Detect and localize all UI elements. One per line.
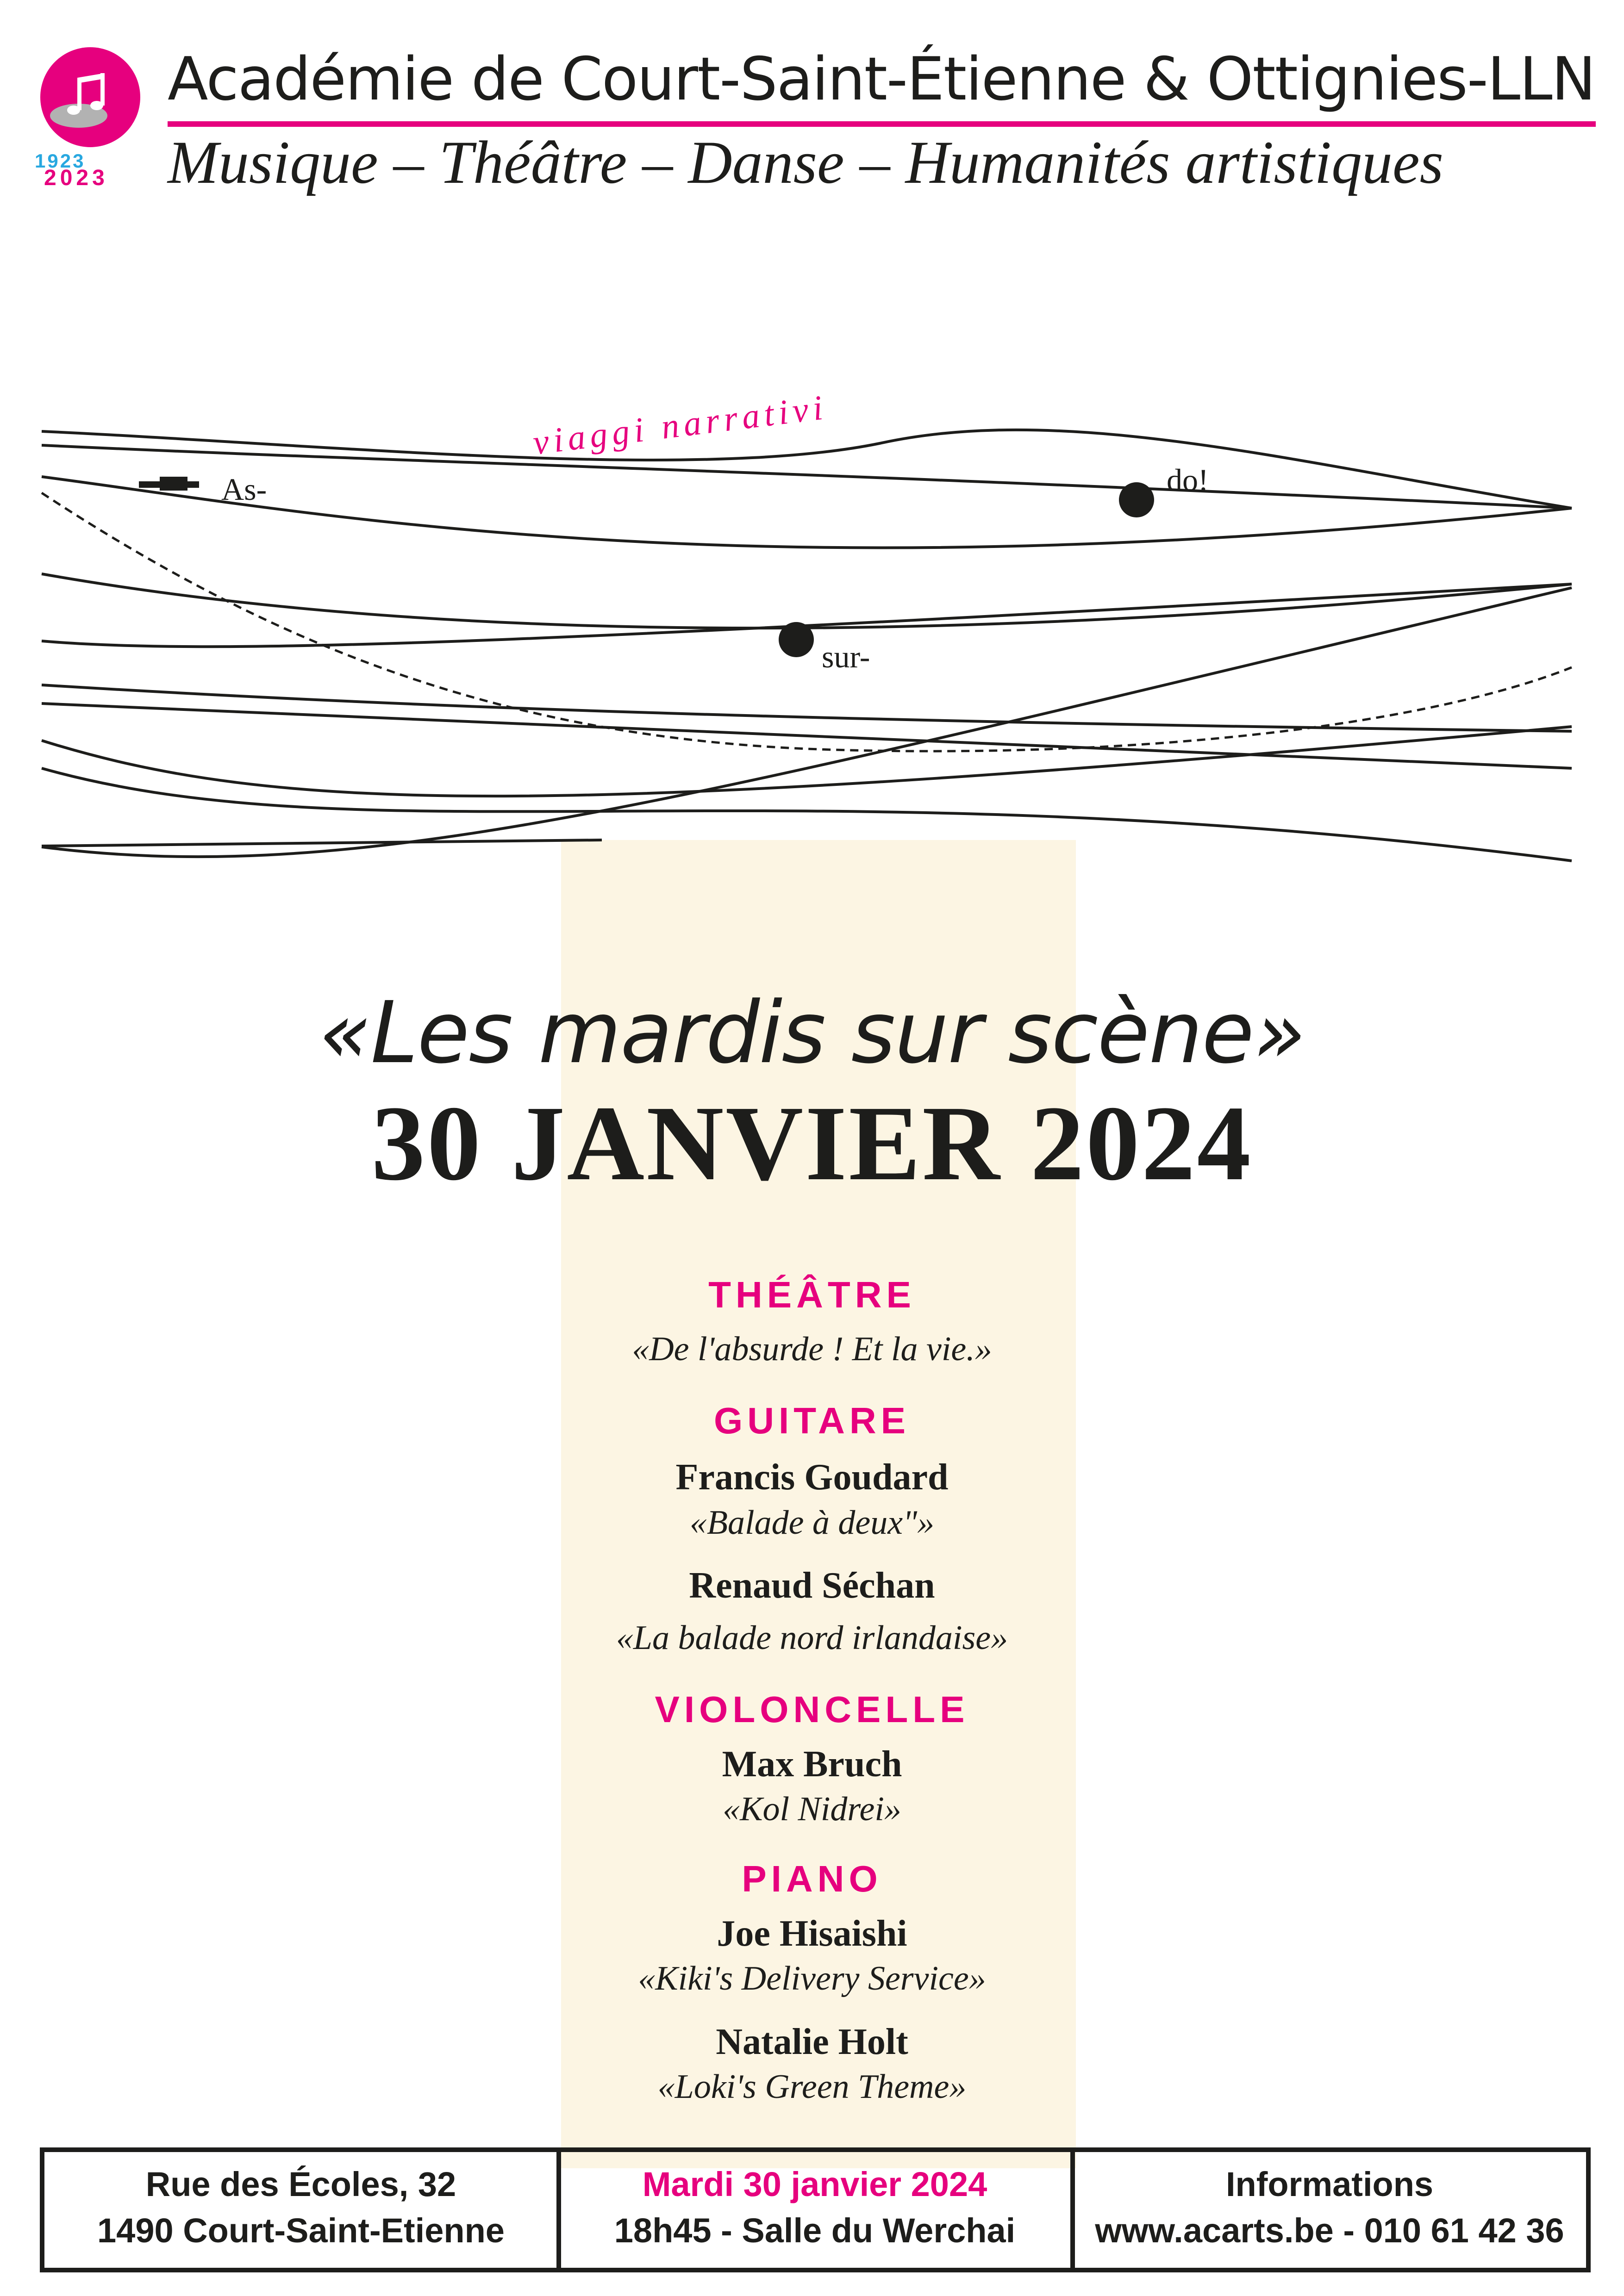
score-line (42, 840, 602, 846)
footer-date: Mardi 30 janvier 2024 (642, 2165, 987, 2203)
score-line (42, 768, 1572, 861)
series-title: «Les mardis sur scène» (319, 983, 1305, 1083)
category-piano: PIANO (742, 1858, 882, 1899)
footer-information (1075, 2161, 1584, 2254)
syllable-sur: sur- (822, 639, 870, 674)
score-line (42, 703, 1572, 768)
disciplines-line: Musique – Théâtre – Danse – Humanités artistiques (168, 128, 1443, 196)
work-title: «Kiki's Delivery Service» (638, 1960, 986, 1997)
score-line (42, 477, 1572, 548)
address-line-1: Rue des Écoles, 32 (145, 2165, 456, 2203)
composer-name: Max Bruch (722, 1744, 902, 1785)
logo-year-start: 1923 (35, 150, 86, 172)
score-rest-mark (160, 477, 187, 491)
score-line (42, 574, 1572, 628)
work-title: «Loki's Green Theme» (657, 2068, 967, 2106)
category-theatre: THÉÂTRE (708, 1274, 916, 1315)
work-title: «De l'absurde ! Et la vie.» (632, 1330, 992, 1368)
event-date: 30 JANVIER 2024 (371, 1084, 1253, 1203)
info-contact: www.acarts.be - 010 61 42 36 (1095, 2211, 1564, 2250)
header-rule (168, 121, 1596, 127)
score-note (1119, 482, 1154, 517)
footer-event-info (560, 2161, 1069, 2254)
syllable-do: do! (1167, 462, 1209, 498)
work-title: «La balade nord irlandaise» (616, 1619, 1008, 1657)
lyric-viaggi: viaggi narrativi (531, 387, 830, 462)
composer-name: Francis Goudard (675, 1457, 949, 1498)
composer-name: Natalie Holt (716, 2022, 908, 2062)
footer-time-venue: 18h45 - Salle du Werchai (614, 2211, 1016, 2250)
footer-divider (1070, 2147, 1075, 2272)
work-title: «Balade à deux"» (689, 1504, 935, 1542)
composer-name: Renaud Séchan (689, 1565, 935, 1606)
academy-name: Académie de Court-Saint-Étienne & Ottignies-LLN (168, 45, 1595, 114)
academy-logo (35, 46, 146, 199)
score-note (779, 622, 814, 657)
score-illustration (0, 361, 1624, 893)
category-violoncelle: VIOLONCELLE (655, 1689, 969, 1730)
syllable-as: As- (221, 472, 267, 507)
category-guitare: GUITARE (713, 1400, 911, 1441)
work-title: «Kol Nidrei» (723, 1790, 901, 1828)
info-title: Informations (1225, 2165, 1434, 2203)
logo-year-end: 2023 (44, 166, 108, 190)
address-line-2: 1490 Court-Saint-Etienne (97, 2211, 505, 2250)
composer-name: Joe Hisaishi (717, 1913, 907, 1954)
footer-address (46, 2161, 556, 2254)
